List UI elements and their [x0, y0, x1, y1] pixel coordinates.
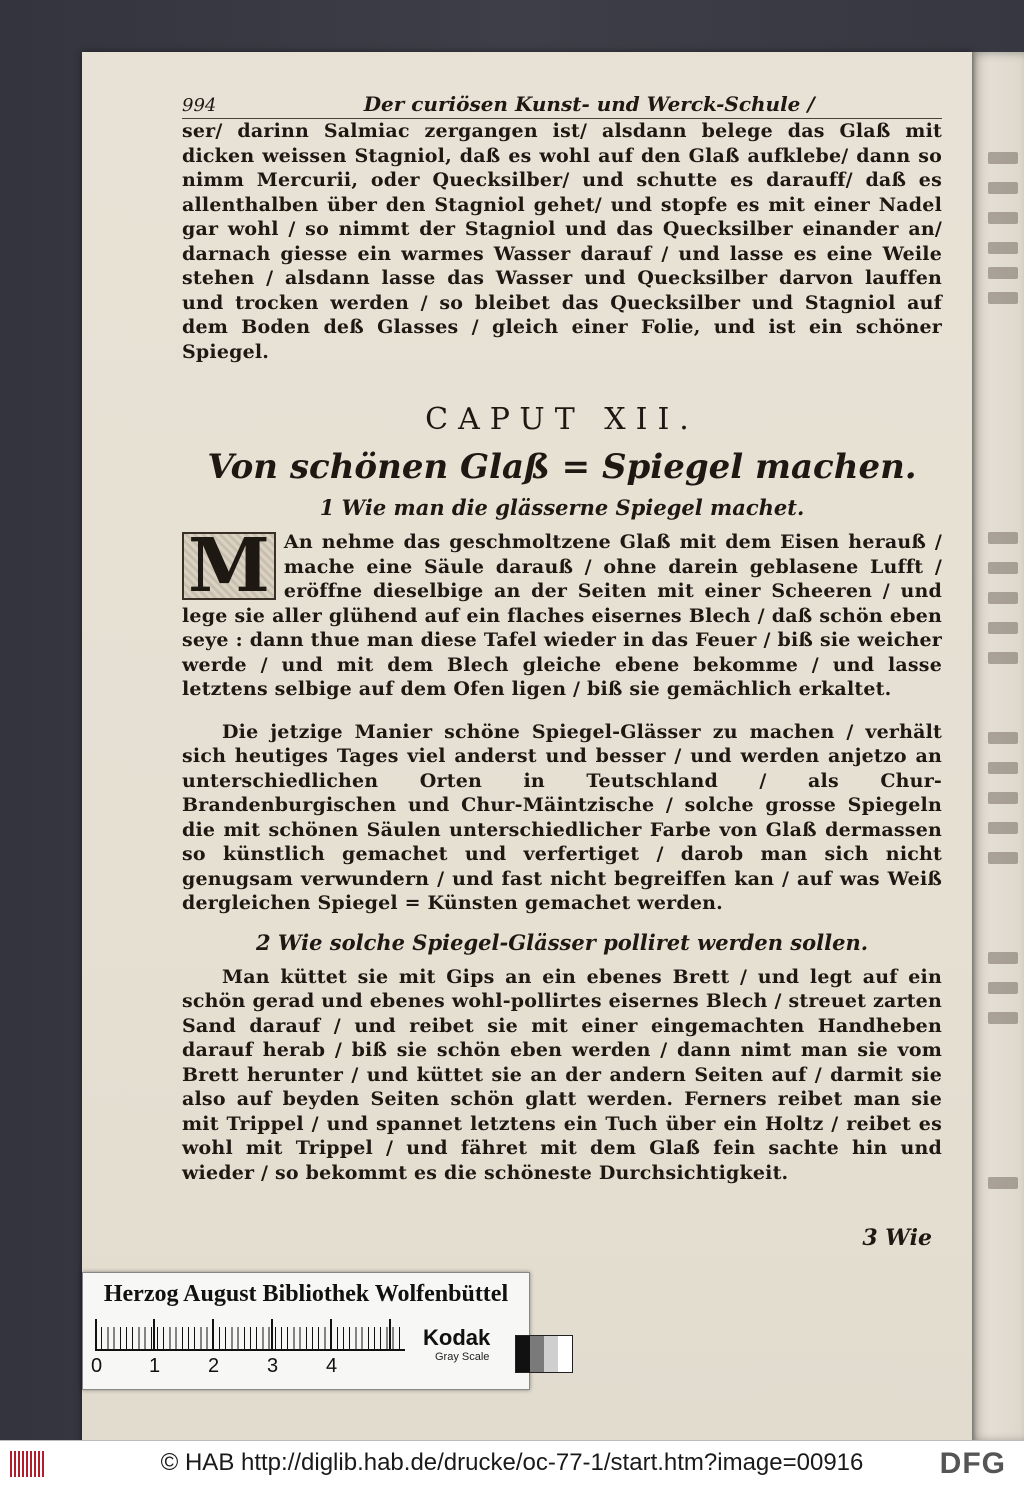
decorated-initial: M	[182, 532, 276, 600]
gray-swatch	[544, 1336, 558, 1372]
caput-heading: CAPUT XII.	[425, 402, 699, 437]
catchword: 3 Wie	[862, 1225, 932, 1251]
ruler-numbers	[87, 1355, 417, 1379]
library-name: Herzog August Bibliothek Wolfenbüttel	[103, 1281, 509, 1307]
ruler-number: 2	[208, 1355, 220, 1377]
section-2-paragraph: Man küttet sie mit Gips an ein ebenes Brett / und legt auf ein schön gerad und ebenes wohl-pollirtes eisernes Blech / streuet zarten Sand darauf / und reibet sie mit einer eingemachten Handheben darauf herab / biß sie schön eben werden / dann nimt man sie vom Brett herunter / und küttet sie an der andern Seiten auf / darmit sie also auf beyden Seiten schön glatt werden. Ferners reibet man sie mit Trippel / und spannet letztens ein Tuch über ein Holtz / reibet es wohl mit Trippel / und fähret mit dem Glaß fein sachte hin und wieder / so bekommt es die schöneste Durchsichtigkeit.	[182, 965, 942, 1184]
ruler-number: 4	[326, 1355, 338, 1377]
gray-scale-swatches	[515, 1335, 573, 1373]
scale-ruler	[95, 1327, 405, 1351]
page-number: 994	[182, 95, 217, 116]
kodak-logo: Kodak	[423, 1325, 491, 1350]
section-1-heading: 1 Wie man die glässerne Spiegel machet.	[319, 495, 805, 520]
calibration-card	[82, 1272, 530, 1390]
section-1-body	[182, 523, 942, 702]
running-head	[182, 92, 942, 119]
ruler-number: 1	[149, 1355, 161, 1377]
section-1-paragraph-1: An nehme das geschmoltzene Glaß mit dem Eisen herauß / mache eine Säule darauß / ohne darein geblasene Lufft / eröffne dieselbige an der Seiten mit einer Scheeren / und lege sie aller glühend auf ein flaches eisernes Blech / daß schön eben seye : dann thue man diese Tafel wieder in das Feuer / biß sie weicher werde / und mit dem Blech gleiche ebene bekomme / und lasse letztens selbige auf dem Ofen ligen / biß sie gemächlich erkaltet.	[182, 531, 942, 700]
opening-paragraph: ser/ darinn Salmiac zergangen ist/ alsdann belege das Glaß mit dicken weissen Stagniol, daß es wohl auf den Glaß aufklebe/ dann so nimm Mercurii, oder Quecksilber/ und schutte es darauff/ daß es allenthalben über den Stagniol gehet/ und stopfe es mit einer Nadel gar wohl / so nimmt der Stagniol und das Quecksilber einander an/ darnach giesse ein warmes Wasser darauf / und lasse es eine Weile stehen / alsdann lasse das Wasser und Quecksilber darvon lauffen und trocken werden / so bleibet das Quecksilber und Stagniol auf dem Boden deß Glasses / gleich einer Folie, und ist ein schöner Spiegel.	[182, 120, 942, 363]
page-text-area	[182, 92, 942, 1251]
copyright-url: © HAB http://diglib.hab.de/drucke/oc-77-1/start.htm?image=00916	[160, 1449, 864, 1476]
section-1-paragraph-2: Die jetzige Manier schöne Spiegel-Glässer zu machen / verhält sich heutiges Tages viel anderst und besser / und werden anjetzo an unterschiedlichen Orten in Teutschland / als Chur-Brandenburgischen und Chur-Mäintzische / solche grosse Spiegeln die mit schönen Säulen unterschiedlicher Farbe von Glaß dermassen so künstlich gemachet und verfertiget / darob man sich nicht genugsam verwundern / und fast nicht begreiffen kan / auf was Weiß dergleichen Spiegel = Künsten gemachet werden.	[182, 720, 942, 914]
gray-scale-label: Gray Scale	[435, 1351, 490, 1363]
dfg-logo: DFG	[939, 1447, 1006, 1480]
chapter-title: Von schönen Glaß = Spiegel machen.	[207, 447, 917, 487]
footer-bar	[0, 1440, 1024, 1487]
adjacent-page-edge	[968, 52, 1024, 1442]
ruler-number: 3	[267, 1355, 279, 1377]
gray-swatch	[516, 1336, 530, 1372]
book-page	[82, 52, 972, 1442]
ruler-number: 0	[91, 1355, 103, 1377]
section-2-heading: 2 Wie solche Spiegel-Glässer polliret werden sollen.	[255, 929, 869, 955]
gray-swatch	[530, 1336, 544, 1372]
gray-swatch	[558, 1336, 572, 1372]
running-title: Der curiösen Kunst- und Werck-Schule /	[363, 92, 815, 116]
